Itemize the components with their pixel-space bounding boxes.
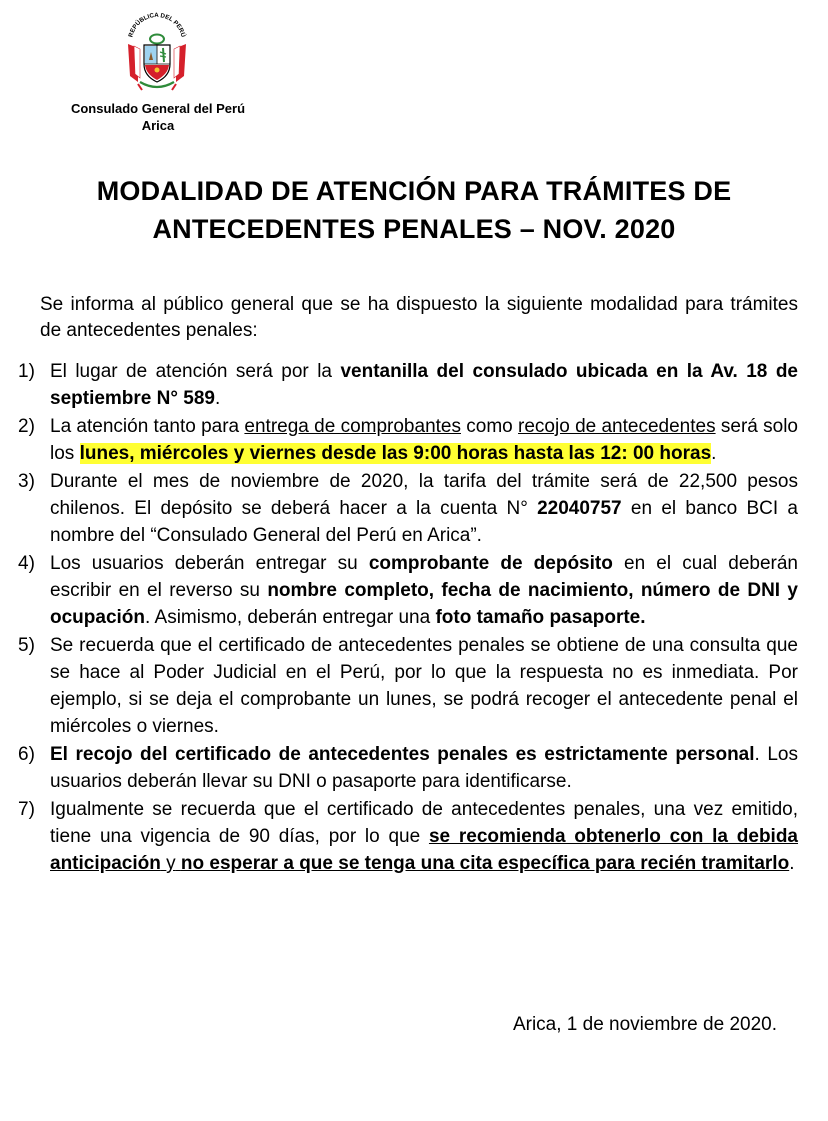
list-item-text-segment: recojo de antecedentes: [518, 416, 716, 437]
list-item-number: 2): [18, 416, 35, 437]
list-item-number: 4): [18, 553, 35, 574]
closing-date: Arica, 1 de noviembre de 2020.: [512, 1014, 777, 1035]
list-item-text-segment: .: [214, 388, 221, 409]
list-item: [18, 632, 798, 740]
list-item-number: 1): [18, 361, 35, 382]
list-item: [18, 358, 798, 412]
list-item-text-segment: en el banco BCI a nombre del “Consulado General del Perú en Arica”.: [50, 498, 798, 546]
list-item-text-segment: se recomienda obtenerlo con la debida anticipación: [50, 826, 799, 874]
list-item-text-segment: lunes, miércoles y viernes desde las 9:00 horas hasta las 12: 00 horas: [79, 443, 712, 464]
list-item-text-segment: entrega de comprobantes: [244, 416, 461, 437]
coat-of-arms-emblem: [124, 12, 190, 94]
list-item-text: [50, 358, 798, 412]
list-item: [18, 550, 798, 631]
list-item-text-segment: foto tamaño pasaporte.: [435, 607, 646, 628]
list-item-text-segment: nombre completo, fecha de nacimiento, número de DNI y ocupación: [50, 580, 799, 628]
list-item-text: [50, 741, 798, 795]
list-item-text: [50, 550, 798, 631]
list-item: [18, 741, 798, 795]
list-item-text-segment: 22040757: [537, 498, 622, 519]
intro-paragraph: Se informa al público general que se ha dispuesto la siguiente modalidad para trámites de antecedentes penales:: [40, 294, 798, 341]
list-item-text-segment: y: [166, 853, 176, 874]
list-item-number: 5): [18, 635, 35, 656]
consulate-name-line1: Consulado General del Perú: [70, 101, 246, 116]
consulate-city: Arica: [141, 118, 175, 133]
list-item-text-segment: será solo los: [50, 416, 798, 464]
list-item-text-segment: Se recuerda que el certificado de antecedentes penales se obtiene de una consulta que se hace al Poder Judicial en el Perú, por lo que la respuesta no es inmediata. Por ejemplo, si se deja el comprobante un lunes, se podrá recoger el antecedente penal el miércoles o viernes.: [50, 635, 798, 737]
document-title: [30, 172, 798, 248]
list-item: [18, 413, 798, 467]
list-item: [18, 468, 798, 549]
list-item-text-segment: comprobante de depósito: [368, 553, 613, 574]
title-line2: ANTECEDENTES PENALES – NOV. 2020: [152, 214, 676, 244]
list-item-text: [50, 413, 798, 467]
list-item-text: [50, 632, 798, 740]
list-item-text-segment: ventanilla del consulado ubicada en la Av. 18 de septiembre N° 589: [50, 361, 798, 409]
list-item-text-segment: en el cual deberán escribir en el reverso su: [50, 553, 798, 601]
consulate-name: [40, 100, 276, 134]
list-item-text-segment: Los usuarios deberán entregar su: [50, 553, 369, 574]
list-item-text-segment: Durante el mes de noviembre de 2020, la tarifa del trámite será de 22,500 pesos chilenos. El depósito se deberá hacer a la cuenta N°: [50, 471, 798, 519]
list-item-text-segment: El lugar de atención será por la: [50, 361, 341, 382]
list-item-text-segment: La atención tanto para: [50, 416, 245, 437]
list-item-text-segment: El recojo del certificado de antecedentes penales es estrictamente personal: [50, 744, 755, 765]
list-item-text-segment: no esperar a que se tenga una cita específica para recién tramitarlo: [180, 853, 790, 874]
list-item-number: 7): [18, 799, 35, 820]
svg-text:REPÚBLICA DEL PERÚ: REPÚBLICA DEL PERÚ: [127, 12, 187, 39]
list-item-number: 6): [18, 744, 35, 765]
title-line1: MODALIDAD DE ATENCIÓN PARA TRÁMITES DE: [96, 176, 732, 206]
list-item-text: [50, 468, 798, 549]
requirements-list: [18, 358, 798, 878]
list-item-text-segment: Igualmente se recuerda que el certificado de antecedentes penales, una vez emitido, tiene una vigencia de 90 días, por lo que: [50, 799, 798, 847]
list-item-number: 3): [18, 471, 35, 492]
list-item-text: [50, 796, 798, 877]
list-item-text-segment: .: [789, 853, 795, 874]
list-item-text-segment: .: [711, 443, 717, 464]
list-item-text-segment: . Asimismo, deberán entregar una: [145, 607, 436, 628]
list-item-text-segment: como: [460, 416, 519, 437]
list-item: [18, 796, 798, 877]
list-item-text-segment: . Los usuarios deberán llevar su DNI o pasaporte para identificarse.: [50, 744, 798, 792]
